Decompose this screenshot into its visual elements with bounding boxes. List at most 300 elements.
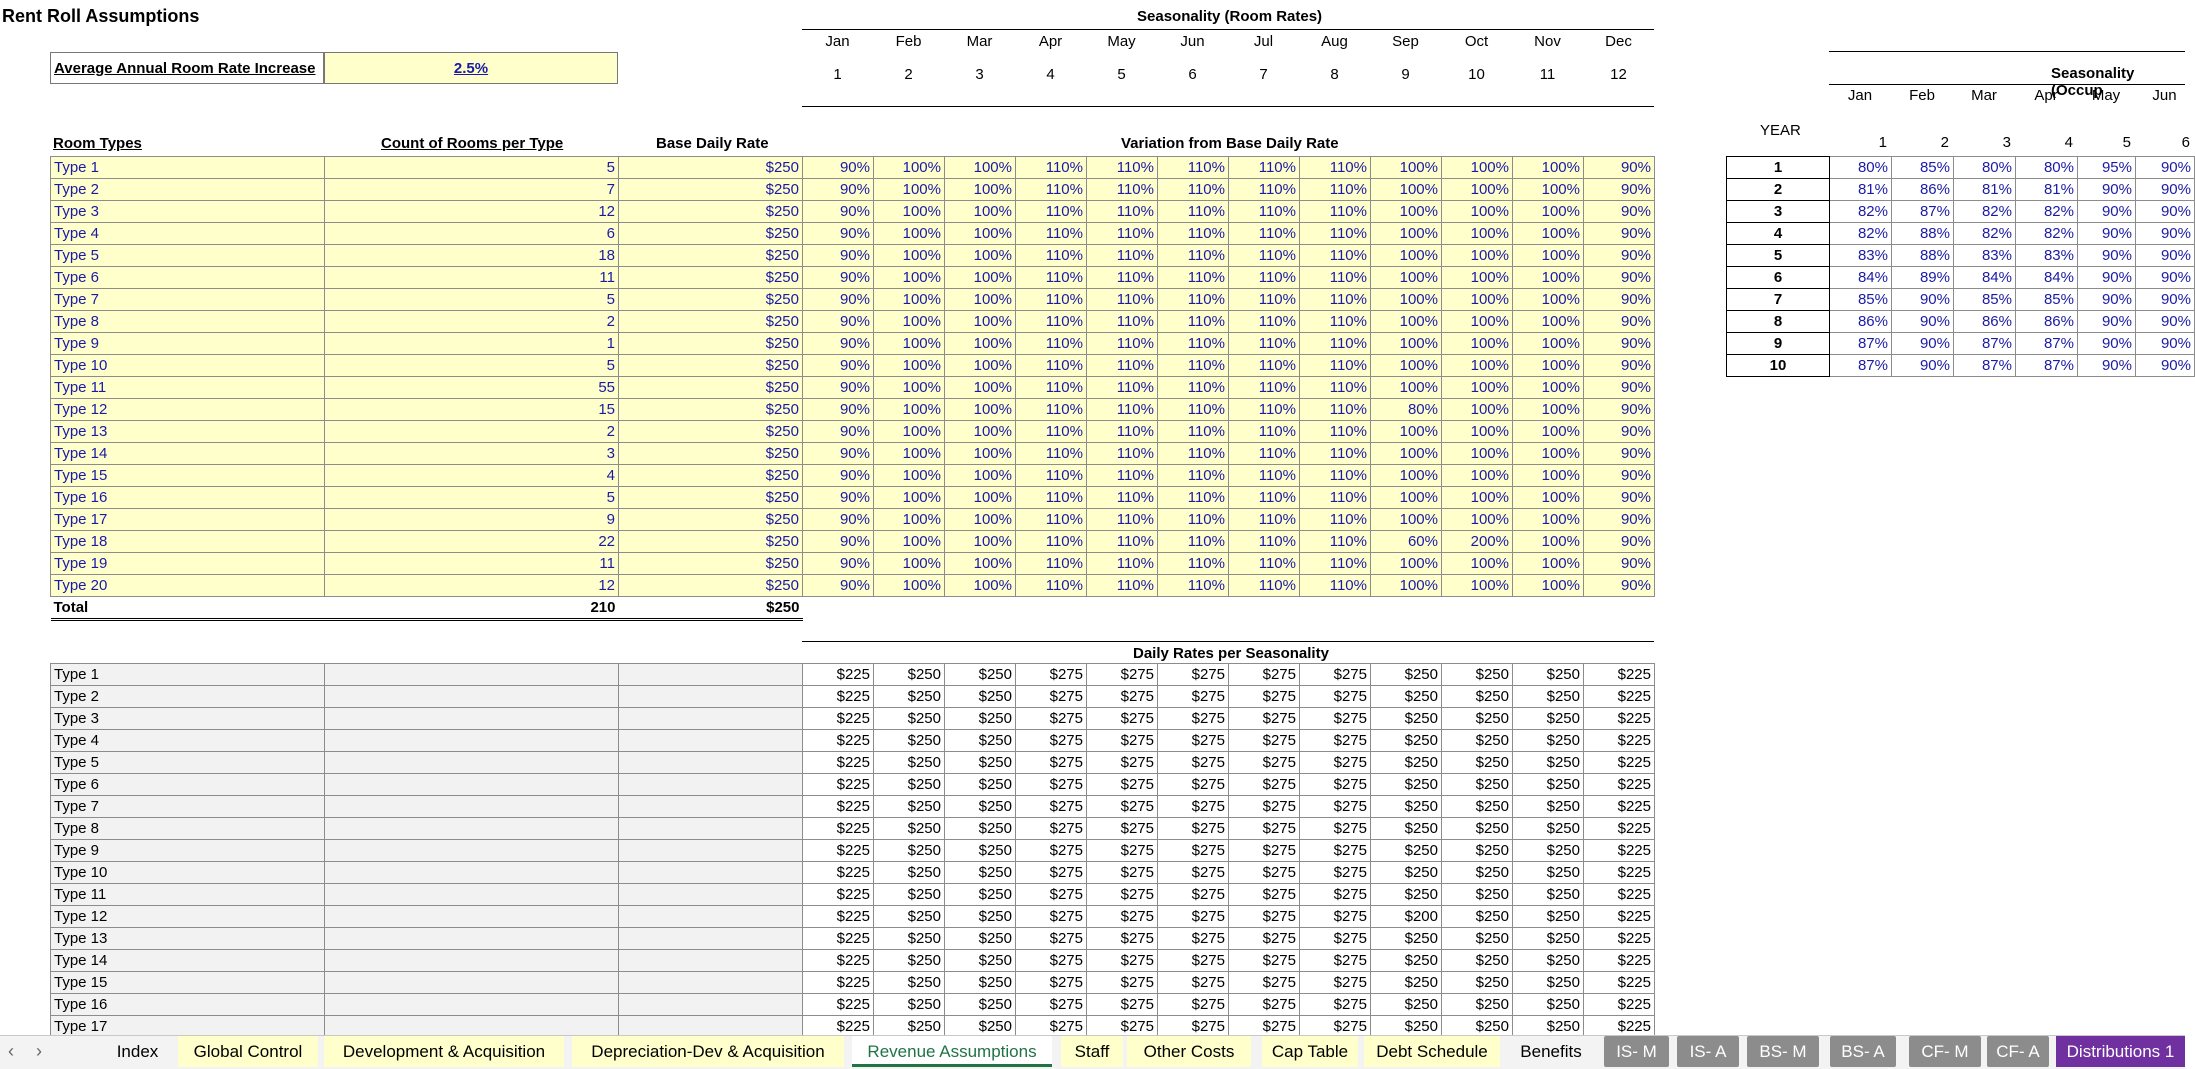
occupancy-cell[interactable]: 90% [2136,179,2195,201]
daily-rate-cell[interactable]: $225 [803,884,874,906]
variation-cell[interactable]: 100% [945,157,1016,179]
variation-cell[interactable]: 110% [1158,245,1229,267]
daily-rate-cell[interactable]: $275 [1229,840,1300,862]
variation-cell[interactable]: 100% [1442,399,1513,421]
variation-cell[interactable]: 110% [1087,201,1158,223]
room-count-cell[interactable]: 11 [325,267,619,289]
daily-rate-cell[interactable]: $250 [874,994,945,1016]
variation-cell[interactable]: 100% [1371,377,1442,399]
variation-cell[interactable]: 110% [1229,377,1300,399]
variation-cell[interactable]: 90% [803,553,874,575]
daily-rate-cell[interactable]: $250 [874,906,945,928]
daily-rate-cell[interactable]: $250 [1371,994,1442,1016]
daily-rate-cell[interactable]: $225 [803,752,874,774]
daily-rate-cell[interactable]: $275 [1087,686,1158,708]
room-count-cell[interactable]: 55 [325,377,619,399]
empty-cell[interactable] [325,906,619,928]
variation-cell[interactable]: 110% [1087,487,1158,509]
tab-revenue-assumptions[interactable]: Revenue Assumptions [852,1036,1052,1067]
variation-cell[interactable]: 90% [803,487,874,509]
variation-cell[interactable]: 100% [945,443,1016,465]
daily-rate-cell[interactable]: $250 [874,840,945,862]
variation-cell[interactable]: 110% [1229,311,1300,333]
daily-rate-cell[interactable]: $275 [1229,730,1300,752]
tab-bs-m[interactable]: BS- M [1747,1036,1819,1067]
room-type-cell[interactable]: Type 3 [51,201,325,223]
variation-cell[interactable]: 100% [1442,443,1513,465]
variation-cell[interactable]: 110% [1229,267,1300,289]
daily-rate-cell[interactable]: $250 [1513,796,1584,818]
daily-rate-cell[interactable]: $225 [1584,972,1655,994]
daily-rate-cell[interactable]: $250 [874,752,945,774]
tab-cf-m[interactable]: CF- M [1909,1036,1981,1067]
occupancy-cell[interactable]: 87% [1830,355,1892,377]
daily-rate-cell[interactable]: $275 [1016,818,1087,840]
daily-rate-cell[interactable]: $275 [1087,862,1158,884]
variation-cell[interactable]: 110% [1087,267,1158,289]
room-type-cell[interactable]: Type 2 [51,686,325,708]
variation-cell[interactable]: 110% [1229,201,1300,223]
room-type-cell[interactable]: Type 19 [51,553,325,575]
daily-rate-cell[interactable]: $250 [874,796,945,818]
daily-rate-cell[interactable]: $275 [1087,840,1158,862]
daily-rate-cell[interactable]: $225 [1584,752,1655,774]
variation-cell[interactable]: 90% [1584,179,1655,201]
variation-cell[interactable]: 110% [1087,223,1158,245]
variation-cell[interactable]: 100% [1513,377,1584,399]
occupancy-cell[interactable]: 90% [2078,289,2136,311]
rate-increase-input[interactable]: 2.5% [324,52,618,84]
daily-rate-cell[interactable]: $275 [1300,686,1371,708]
base-rate-cell[interactable]: $250 [619,289,803,311]
daily-rate-cell[interactable]: $225 [1584,906,1655,928]
room-count-cell[interactable]: 5 [325,487,619,509]
tab-distributions-1[interactable]: Distributions 1 [2056,1036,2185,1067]
daily-rate-cell[interactable]: $275 [1016,906,1087,928]
variation-cell[interactable]: 100% [945,553,1016,575]
occupancy-cell[interactable]: 95% [2078,157,2136,179]
daily-rate-cell[interactable]: $275 [1158,906,1229,928]
daily-rate-cell[interactable]: $275 [1016,884,1087,906]
variation-cell[interactable]: 90% [803,157,874,179]
daily-rate-cell[interactable]: $250 [945,928,1016,950]
daily-rate-cell[interactable]: $250 [945,972,1016,994]
daily-rate-cell[interactable]: $225 [803,1016,874,1038]
occupancy-cell[interactable]: 90% [2136,267,2195,289]
variation-cell[interactable]: 100% [945,465,1016,487]
variation-cell[interactable]: 100% [945,223,1016,245]
daily-rate-cell[interactable]: $250 [1371,884,1442,906]
daily-rate-cell[interactable]: $250 [1442,994,1513,1016]
variation-cell[interactable]: 100% [1442,487,1513,509]
variation-cell[interactable]: 90% [803,399,874,421]
occupancy-cell[interactable]: 84% [2016,267,2078,289]
room-type-cell[interactable]: Type 13 [51,928,325,950]
daily-rate-cell[interactable]: $250 [1513,840,1584,862]
variation-cell[interactable]: 100% [874,333,945,355]
daily-rate-cell[interactable]: $250 [1371,972,1442,994]
variation-cell[interactable]: 110% [1229,531,1300,553]
daily-rate-cell[interactable]: $250 [1513,862,1584,884]
occupancy-cell[interactable]: 89% [1892,267,1954,289]
variation-cell[interactable]: 100% [1371,223,1442,245]
daily-rate-cell[interactable]: $275 [1016,708,1087,730]
room-count-cell[interactable]: 18 [325,245,619,267]
occupancy-cell[interactable]: 86% [2016,311,2078,333]
variation-cell[interactable]: 100% [874,421,945,443]
daily-rate-cell[interactable]: $275 [1158,708,1229,730]
occupancy-cell[interactable]: 82% [2016,201,2078,223]
daily-rate-cell[interactable]: $250 [1371,730,1442,752]
daily-rate-cell[interactable]: $250 [1442,950,1513,972]
variation-cell[interactable]: 100% [1513,267,1584,289]
occupancy-cell[interactable]: 87% [1954,355,2016,377]
variation-cell[interactable]: 90% [1584,355,1655,377]
variation-cell[interactable]: 100% [1442,157,1513,179]
base-rate-cell[interactable]: $250 [619,465,803,487]
variation-cell[interactable]: 100% [945,289,1016,311]
daily-rate-cell[interactable]: $225 [803,774,874,796]
daily-rate-cell[interactable]: $225 [803,950,874,972]
variation-cell[interactable]: 90% [1584,245,1655,267]
occupancy-cell[interactable]: 87% [1830,333,1892,355]
variation-cell[interactable]: 100% [945,311,1016,333]
occupancy-cell[interactable]: 82% [1830,223,1892,245]
variation-cell[interactable]: 110% [1016,333,1087,355]
variation-cell[interactable]: 100% [1513,157,1584,179]
daily-rate-cell[interactable]: $250 [945,950,1016,972]
occupancy-cell[interactable]: 86% [1954,311,2016,333]
variation-cell[interactable]: 110% [1229,157,1300,179]
room-type-cell[interactable]: Type 7 [51,289,325,311]
variation-cell[interactable]: 100% [1513,333,1584,355]
empty-cell[interactable] [619,686,803,708]
variation-cell[interactable]: 110% [1300,333,1371,355]
variation-cell[interactable]: 100% [1442,421,1513,443]
base-rate-cell[interactable]: $250 [619,531,803,553]
variation-cell[interactable]: 100% [1371,289,1442,311]
daily-rate-cell[interactable]: $275 [1087,994,1158,1016]
daily-rate-cell[interactable]: $275 [1229,884,1300,906]
occupancy-cell[interactable]: 90% [2078,245,2136,267]
occupancy-cell[interactable]: 90% [2136,311,2195,333]
daily-rate-cell[interactable]: $225 [1584,818,1655,840]
daily-rate-cell[interactable]: $275 [1300,972,1371,994]
daily-rate-cell[interactable]: $250 [1442,752,1513,774]
daily-rate-cell[interactable]: $225 [803,664,874,686]
daily-rate-cell[interactable]: $250 [1442,906,1513,928]
daily-rate-cell[interactable]: $250 [1371,796,1442,818]
daily-rate-cell[interactable]: $275 [1158,686,1229,708]
daily-rate-cell[interactable]: $275 [1158,730,1229,752]
empty-cell[interactable] [325,774,619,796]
occupancy-cell[interactable]: 84% [1954,267,2016,289]
variation-cell[interactable]: 100% [1513,531,1584,553]
occupancy-cell[interactable]: 82% [1954,201,2016,223]
empty-cell[interactable] [619,818,803,840]
variation-cell[interactable]: 100% [1513,245,1584,267]
variation-cell[interactable]: 110% [1087,245,1158,267]
variation-cell[interactable]: 110% [1229,465,1300,487]
variation-cell[interactable]: 90% [1584,465,1655,487]
variation-cell[interactable]: 60% [1371,531,1442,553]
variation-cell[interactable]: 100% [874,399,945,421]
daily-rate-cell[interactable]: $275 [1087,730,1158,752]
variation-cell[interactable]: 110% [1229,575,1300,597]
empty-cell[interactable] [325,884,619,906]
daily-rate-cell[interactable]: $275 [1300,1016,1371,1038]
daily-rate-cell[interactable]: $225 [1584,994,1655,1016]
daily-rate-cell[interactable]: $250 [945,862,1016,884]
variation-cell[interactable]: 100% [1513,465,1584,487]
base-rate-cell[interactable]: $250 [619,421,803,443]
occupancy-cell[interactable]: 81% [2016,179,2078,201]
empty-cell[interactable] [619,752,803,774]
daily-rate-cell[interactable]: $225 [803,994,874,1016]
tab-index[interactable]: Index [116,1042,159,1061]
variation-cell[interactable]: 110% [1300,245,1371,267]
daily-rate-cell[interactable]: $250 [1513,994,1584,1016]
daily-rate-cell[interactable]: $225 [803,796,874,818]
occupancy-cell[interactable]: 85% [1954,289,2016,311]
daily-rate-cell[interactable]: $250 [1442,708,1513,730]
variation-cell[interactable]: 100% [1442,267,1513,289]
variation-cell[interactable]: 100% [874,531,945,553]
variation-cell[interactable]: 110% [1300,289,1371,311]
variation-cell[interactable]: 110% [1087,355,1158,377]
daily-rate-cell[interactable]: $275 [1016,972,1087,994]
room-type-cell[interactable]: Type 12 [51,906,325,928]
variation-cell[interactable]: 100% [874,157,945,179]
daily-rate-cell[interactable]: $275 [1158,862,1229,884]
room-type-cell[interactable]: Type 14 [51,950,325,972]
daily-rate-cell[interactable]: $250 [874,818,945,840]
daily-rate-cell[interactable]: $275 [1300,928,1371,950]
daily-rate-cell[interactable]: $275 [1087,796,1158,818]
occupancy-cell[interactable]: 90% [2136,333,2195,355]
variation-cell[interactable]: 110% [1016,179,1087,201]
variation-cell[interactable]: 100% [1513,443,1584,465]
variation-cell[interactable]: 110% [1229,509,1300,531]
variation-cell[interactable]: 110% [1087,553,1158,575]
daily-rate-cell[interactable]: $225 [1584,708,1655,730]
variation-cell[interactable]: 110% [1016,377,1087,399]
daily-rate-cell[interactable]: $275 [1087,818,1158,840]
variation-cell[interactable]: 100% [1371,575,1442,597]
empty-cell[interactable] [325,840,619,862]
variation-cell[interactable]: 110% [1300,443,1371,465]
variation-cell[interactable]: 100% [1513,553,1584,575]
occupancy-cell[interactable]: 90% [2136,289,2195,311]
daily-rate-cell[interactable]: $250 [945,818,1016,840]
occupancy-cell[interactable]: 90% [2136,223,2195,245]
daily-rate-cell[interactable]: $275 [1300,884,1371,906]
daily-rate-cell[interactable]: $250 [945,994,1016,1016]
room-type-cell[interactable]: Type 13 [51,421,325,443]
variation-cell[interactable]: 110% [1300,553,1371,575]
base-rate-cell[interactable]: $250 [619,377,803,399]
variation-cell[interactable]: 110% [1158,377,1229,399]
variation-cell[interactable]: 100% [945,509,1016,531]
daily-rate-cell[interactable]: $250 [1371,686,1442,708]
daily-rate-cell[interactable]: $275 [1229,1016,1300,1038]
daily-rate-cell[interactable]: $250 [1371,818,1442,840]
variation-cell[interactable]: 110% [1300,575,1371,597]
daily-rate-cell[interactable]: $275 [1229,862,1300,884]
daily-rate-cell[interactable]: $225 [803,906,874,928]
daily-rate-cell[interactable]: $275 [1087,1016,1158,1038]
daily-rate-cell[interactable]: $275 [1087,664,1158,686]
occupancy-cell[interactable]: 90% [1892,333,1954,355]
occupancy-cell[interactable]: 86% [1892,179,1954,201]
daily-rate-cell[interactable]: $250 [1513,1016,1584,1038]
variation-cell[interactable]: 100% [1371,509,1442,531]
tab-bs-a[interactable]: BS- A [1830,1036,1896,1067]
daily-rate-cell[interactable]: $275 [1087,774,1158,796]
variation-cell[interactable]: 90% [1584,531,1655,553]
daily-rate-cell[interactable]: $275 [1087,752,1158,774]
daily-rate-cell[interactable]: $275 [1016,730,1087,752]
variation-cell[interactable]: 110% [1158,487,1229,509]
variation-cell[interactable]: 90% [803,421,874,443]
daily-rate-cell[interactable]: $275 [1300,752,1371,774]
daily-rate-cell[interactable]: $275 [1016,686,1087,708]
variation-cell[interactable]: 110% [1087,179,1158,201]
room-type-cell[interactable]: Type 6 [51,267,325,289]
daily-rate-cell[interactable]: $275 [1229,994,1300,1016]
base-rate-cell[interactable]: $250 [619,311,803,333]
room-type-cell[interactable]: Type 8 [51,311,325,333]
daily-rate-cell[interactable]: $275 [1229,664,1300,686]
empty-cell[interactable] [325,708,619,730]
daily-rate-cell[interactable]: $275 [1016,928,1087,950]
daily-rate-cell[interactable]: $225 [803,730,874,752]
variation-cell[interactable]: 100% [874,553,945,575]
variation-cell[interactable]: 100% [945,487,1016,509]
empty-cell[interactable] [325,686,619,708]
variation-cell[interactable]: 110% [1229,399,1300,421]
variation-cell[interactable]: 100% [1371,487,1442,509]
daily-rate-cell[interactable]: $275 [1087,972,1158,994]
variation-cell[interactable]: 110% [1229,355,1300,377]
daily-rate-cell[interactable]: $225 [803,862,874,884]
variation-cell[interactable]: 100% [874,355,945,377]
occupancy-cell[interactable]: 83% [1830,245,1892,267]
variation-cell[interactable]: 100% [1371,245,1442,267]
occupancy-cell[interactable]: 82% [1954,223,2016,245]
tab-is-m[interactable]: IS- M [1604,1036,1669,1067]
variation-cell[interactable]: 100% [1513,509,1584,531]
variation-cell[interactable]: 110% [1158,289,1229,311]
occupancy-cell[interactable]: 88% [1892,245,1954,267]
daily-rate-cell[interactable]: $250 [1371,664,1442,686]
occupancy-cell[interactable]: 90% [2078,179,2136,201]
daily-rate-cell[interactable]: $225 [1584,928,1655,950]
variation-cell[interactable]: 100% [1442,223,1513,245]
variation-cell[interactable]: 100% [1371,333,1442,355]
daily-rate-cell[interactable]: $250 [874,686,945,708]
daily-rate-cell[interactable]: $275 [1158,840,1229,862]
variation-cell[interactable]: 100% [1371,201,1442,223]
variation-cell[interactable]: 110% [1158,311,1229,333]
room-type-cell[interactable]: Type 5 [51,752,325,774]
empty-cell[interactable] [325,950,619,972]
room-count-cell[interactable]: 3 [325,443,619,465]
variation-cell[interactable]: 100% [1442,311,1513,333]
variation-cell[interactable]: 100% [1442,465,1513,487]
variation-cell[interactable]: 100% [945,267,1016,289]
daily-rate-cell[interactable]: $275 [1300,950,1371,972]
daily-rate-cell[interactable]: $275 [1300,708,1371,730]
variation-cell[interactable]: 110% [1300,223,1371,245]
daily-rate-cell[interactable]: $275 [1158,774,1229,796]
variation-cell[interactable]: 200% [1442,531,1513,553]
empty-cell[interactable] [325,972,619,994]
daily-rate-cell[interactable]: $250 [945,730,1016,752]
room-count-cell[interactable]: 12 [325,575,619,597]
daily-rate-cell[interactable]: $275 [1300,796,1371,818]
room-count-cell[interactable]: 2 [325,311,619,333]
daily-rate-cell[interactable]: $275 [1158,818,1229,840]
variation-cell[interactable]: 100% [1442,245,1513,267]
variation-cell[interactable]: 110% [1016,509,1087,531]
room-count-cell[interactable]: 12 [325,201,619,223]
base-rate-cell[interactable]: $250 [619,201,803,223]
variation-cell[interactable]: 110% [1229,245,1300,267]
daily-rate-cell[interactable]: $225 [1584,686,1655,708]
occupancy-cell[interactable]: 90% [2136,157,2195,179]
variation-cell[interactable]: 100% [874,377,945,399]
daily-rate-cell[interactable]: $225 [1584,950,1655,972]
empty-cell[interactable] [619,928,803,950]
variation-cell[interactable]: 100% [1513,575,1584,597]
room-type-cell[interactable]: Type 10 [51,355,325,377]
occupancy-cell[interactable]: 85% [1892,157,1954,179]
tab-staff[interactable]: Staff [1061,1036,1123,1067]
variation-cell[interactable]: 110% [1087,289,1158,311]
daily-rate-cell[interactable]: $275 [1300,994,1371,1016]
variation-cell[interactable]: 100% [1513,399,1584,421]
variation-cell[interactable]: 110% [1158,443,1229,465]
variation-cell[interactable]: 110% [1016,267,1087,289]
daily-rate-cell[interactable]: $275 [1158,796,1229,818]
variation-cell[interactable]: 100% [874,267,945,289]
room-type-cell[interactable]: Type 18 [51,531,325,553]
room-type-cell[interactable]: Type 3 [51,708,325,730]
variation-cell[interactable]: 110% [1087,575,1158,597]
variation-cell[interactable]: 110% [1158,179,1229,201]
variation-cell[interactable]: 100% [874,179,945,201]
occupancy-cell[interactable]: 90% [1892,289,1954,311]
variation-cell[interactable]: 90% [803,311,874,333]
empty-cell[interactable] [619,884,803,906]
daily-rate-cell[interactable]: $250 [1442,774,1513,796]
variation-cell[interactable]: 90% [803,333,874,355]
variation-cell[interactable]: 100% [874,575,945,597]
daily-rate-cell[interactable]: $250 [1442,686,1513,708]
room-count-cell[interactable]: 11 [325,553,619,575]
daily-rate-cell[interactable]: $225 [1584,884,1655,906]
daily-rate-cell[interactable]: $250 [1513,818,1584,840]
variation-cell[interactable]: 110% [1016,245,1087,267]
room-count-cell[interactable]: 5 [325,355,619,377]
variation-cell[interactable]: 100% [1371,421,1442,443]
variation-cell[interactable]: 110% [1300,399,1371,421]
variation-cell[interactable]: 110% [1087,157,1158,179]
daily-rate-cell[interactable]: $275 [1300,840,1371,862]
variation-cell[interactable]: 110% [1016,399,1087,421]
occupancy-cell[interactable]: 88% [1892,223,1954,245]
